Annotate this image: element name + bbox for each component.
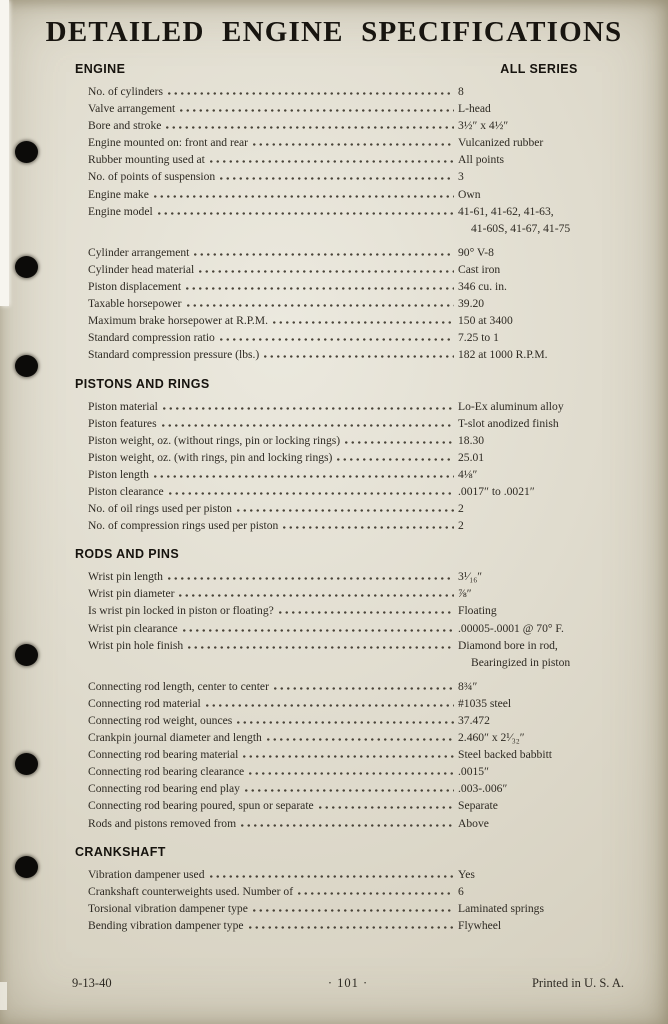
spec-value: Laminated springs <box>458 901 544 915</box>
spec-value: 3¹⁄₁₆″ <box>458 570 483 584</box>
punch-hole <box>15 644 38 666</box>
dot-leader <box>184 287 454 290</box>
section-heading: CRANKSHAFT <box>75 844 166 859</box>
spec-label: Standard compression ratio <box>88 331 215 345</box>
spec-row <box>75 695 620 712</box>
dot-leader <box>156 212 454 215</box>
spec-row <box>75 329 620 346</box>
spec-value: Vulcanized rubber <box>458 136 544 150</box>
dot-leader <box>177 594 454 597</box>
spec-value: Lo-Ex aluminum alloy <box>458 399 564 413</box>
spec-value: Flywheel <box>458 918 502 932</box>
dot-leader <box>161 407 454 410</box>
spec-row <box>75 168 620 185</box>
dot-leader <box>197 270 454 273</box>
spec-label: Bending vibration dampener type <box>88 918 244 932</box>
spec-row <box>75 568 620 585</box>
dot-leader <box>296 892 454 895</box>
spec-label: Engine model <box>88 204 153 218</box>
punch-hole <box>15 753 38 775</box>
spec-row <box>75 295 620 312</box>
spec-row <box>75 746 620 763</box>
dot-leader <box>343 441 454 444</box>
spec-value: .00005-.0001 @ 70° F. <box>458 621 564 635</box>
spec-label: Connecting rod bearing end play <box>88 782 240 796</box>
spec-label: Cylinder arrangement <box>88 245 190 259</box>
spec-row <box>75 312 620 329</box>
spec-value: .003-.006″ <box>458 782 508 796</box>
punch-hole <box>15 856 38 878</box>
spec-label: No. of compression rings used per piston <box>88 519 279 533</box>
spec-value: Steel backed babbitt <box>458 748 553 762</box>
spec-label: Bore and stroke <box>88 119 162 133</box>
spec-row <box>75 466 620 483</box>
spec-section <box>75 547 620 831</box>
spec-row <box>75 483 620 500</box>
spec-label: Crankpin journal diameter and length <box>88 731 262 745</box>
spec-value: #1035 steel <box>458 696 512 710</box>
spec-section <box>75 845 620 934</box>
spec-label: Connecting rod bearing clearance <box>88 765 245 779</box>
spec-value: Own <box>458 187 481 201</box>
punch-hole <box>15 141 38 163</box>
dot-leader <box>178 109 454 112</box>
spec-label: Wrist pin hole finish <box>88 638 184 652</box>
spec-value: 18.30 <box>458 433 485 447</box>
section-heading: ENGINE <box>75 62 126 76</box>
section-rows <box>75 866 620 934</box>
spec-row <box>75 203 620 237</box>
spec-row <box>75 729 620 746</box>
dot-leader <box>243 789 454 792</box>
spec-label: Cylinder head material <box>88 262 195 276</box>
dot-leader <box>208 875 455 878</box>
spec-label: Engine make <box>88 187 149 201</box>
spec-row <box>75 432 620 449</box>
spec-label: Connecting rod bearing material <box>88 748 239 762</box>
spec-label: Piston weight, oz. (with rings, pin and locking rings) <box>88 450 333 464</box>
spec-value: T-slot anodized finish <box>458 416 559 430</box>
dot-leader <box>204 704 454 707</box>
spec-row <box>75 100 620 117</box>
footer-printed-in: Printed in U. S. A. <box>531 976 624 990</box>
spec-value: 8 <box>458 85 464 98</box>
spec-row <box>75 500 620 517</box>
spec-row <box>75 244 620 261</box>
dot-leader <box>335 458 454 461</box>
spec-value: 6 <box>458 884 464 898</box>
spec-value: Diamond bore in rod, Bearingized in piston <box>458 638 571 669</box>
spec-section <box>75 62 620 364</box>
spec-row <box>75 346 620 363</box>
spec-value: 346 cu. in. <box>458 280 507 294</box>
spec-value: 2 <box>458 502 464 516</box>
spec-label: Piston features <box>88 416 157 430</box>
spec-value: 3 <box>458 170 464 184</box>
spec-label: Piston displacement <box>88 280 182 294</box>
dot-leader <box>239 824 454 827</box>
spec-value: .0015″ <box>458 765 489 779</box>
spec-value: L-head <box>458 102 491 116</box>
dot-leader <box>185 304 454 307</box>
spec-value: Floating <box>458 604 497 618</box>
spec-label: Piston weight, oz. (without rings, pin or locking rings) <box>88 433 341 447</box>
spec-row <box>75 620 620 637</box>
spec-label: No. of oil rings used per piston <box>88 502 232 516</box>
spec-row <box>75 186 620 203</box>
spec-label: Connecting rod bearing poured, spun or separate <box>88 799 314 813</box>
dot-leader <box>186 646 454 649</box>
spec-label: Connecting rod material <box>88 696 201 710</box>
spec-label: Piston length <box>88 467 149 481</box>
spec-row <box>75 815 620 832</box>
spec-value: 90° V-8 <box>458 245 494 259</box>
spec-row <box>75 900 620 917</box>
dot-leader <box>251 143 454 146</box>
dot-leader <box>160 424 454 427</box>
dot-leader <box>262 355 454 358</box>
spec-label: Connecting rod weight, ounces <box>88 714 233 727</box>
spec-row <box>75 585 620 602</box>
spec-label: No. of points of suspension <box>88 170 216 184</box>
spec-row <box>75 712 620 729</box>
section-heading: PISTONS AND RINGS <box>75 376 210 391</box>
spec-label: Engine mounted on: front and rear <box>88 136 249 150</box>
dot-leader <box>152 195 454 198</box>
punch-hole <box>15 256 38 278</box>
spec-row <box>75 678 620 695</box>
dot-leader <box>235 509 454 512</box>
dot-leader <box>152 475 454 478</box>
page-footer <box>0 976 668 991</box>
dot-leader <box>208 160 454 163</box>
spec-row <box>75 117 620 134</box>
dot-leader <box>181 629 454 632</box>
spec-value: 2.460″ x 2¹⁄₃₂″ <box>458 731 525 745</box>
spec-value: Above <box>458 816 489 830</box>
dot-leader <box>271 321 454 324</box>
section-header <box>75 377 620 391</box>
spec-label: Piston material <box>88 399 158 413</box>
spec-value: Cast iron <box>458 262 501 276</box>
spec-row <box>75 83 620 100</box>
dot-leader <box>247 772 454 775</box>
spec-label: Rods and pistons removed from <box>88 816 237 830</box>
section-header <box>75 845 620 859</box>
spec-label: Wrist pin clearance <box>88 621 178 635</box>
spec-sections <box>0 62 668 934</box>
spec-value: 150 at 3400 <box>458 314 513 328</box>
spec-label: Wrist pin diameter <box>88 587 175 601</box>
spec-value: 3½″ x 4½″ <box>458 119 509 133</box>
spec-value: ⅞″ <box>458 587 472 601</box>
spec-row <box>75 917 620 934</box>
dot-leader <box>281 526 454 529</box>
spec-row <box>75 866 620 883</box>
section-rows <box>75 398 620 535</box>
punch-hole <box>15 355 38 377</box>
spec-row <box>75 780 620 797</box>
page-title: DETAILED ENGINE SPECIFICATIONS <box>45 16 623 48</box>
spec-value: 2 <box>458 519 464 533</box>
spec-label: Connecting rod length, center to center <box>88 679 269 693</box>
dot-leader <box>218 177 454 180</box>
spec-label: Wrist pin length <box>88 570 163 584</box>
spec-row <box>75 602 620 619</box>
spec-row <box>75 134 620 151</box>
section-header <box>75 547 620 561</box>
dot-leader <box>317 806 454 809</box>
scan-edge-highlight <box>0 0 9 306</box>
dot-leader <box>164 126 454 129</box>
spec-label: Standard compression pressure (lbs.) <box>88 348 260 362</box>
spec-row <box>75 449 620 466</box>
section-header <box>75 62 620 76</box>
spec-row <box>75 797 620 814</box>
dot-leader <box>241 755 454 758</box>
spec-value: Yes <box>458 867 475 881</box>
section-heading-right: ALL SERIES <box>500 62 578 76</box>
dot-leader <box>247 926 454 929</box>
spec-value: 39.20 <box>458 297 485 311</box>
footer-page-number: · 101 · <box>327 976 369 990</box>
dot-leader <box>265 738 454 741</box>
spec-row <box>75 517 620 534</box>
spec-row <box>75 278 620 295</box>
spec-label: Is wrist pin locked in piston or floating? <box>88 604 274 618</box>
spec-row <box>75 415 620 432</box>
dot-leader <box>167 492 454 495</box>
spec-value: 25.01 <box>458 450 485 464</box>
spec-value: .0017″ to .0021″ <box>458 484 535 498</box>
spec-value: Separate <box>458 799 498 813</box>
spec-row <box>75 637 620 671</box>
spec-row <box>75 151 620 168</box>
dot-leader <box>235 721 454 724</box>
spec-row <box>75 261 620 278</box>
spec-row <box>75 398 620 415</box>
spec-value: 37.472 <box>458 714 490 727</box>
spec-row <box>75 883 620 900</box>
spec-value: 7.25 to 1 <box>458 331 499 345</box>
spec-row <box>75 763 620 780</box>
spec-label: Maximum brake horsepower at R.P.M. <box>88 314 268 328</box>
dot-leader <box>251 909 454 912</box>
spec-label: Taxable horsepower <box>88 297 182 311</box>
spec-value: 182 at 1000 R.P.M. <box>458 348 548 362</box>
spec-label: Rubber mounting used at <box>88 153 205 167</box>
spec-label: Vibration dampener used <box>88 867 205 881</box>
dot-leader <box>166 92 454 95</box>
spec-value: 4⅛″ <box>458 467 478 481</box>
spec-label: Torsional vibration dampener type <box>88 901 248 915</box>
spec-label: Piston clearance <box>88 484 164 498</box>
spec-value: 8¾″ <box>458 679 478 693</box>
section-rows <box>75 568 620 831</box>
spec-value: All points <box>458 153 505 167</box>
dot-leader <box>218 338 454 341</box>
dot-leader <box>166 577 454 580</box>
spec-section <box>75 377 620 535</box>
section-rows <box>75 83 620 364</box>
section-heading: RODS AND PINS <box>75 547 180 562</box>
footer-date: 9-13-40 <box>72 976 112 990</box>
spec-label: Valve arrangement <box>88 102 176 116</box>
dot-leader <box>192 253 454 256</box>
dot-leader <box>277 611 454 614</box>
spec-label: Crankshaft counterweights used. Number of <box>88 884 294 898</box>
dot-leader <box>272 687 454 690</box>
spec-label: No. of cylinders <box>88 85 164 98</box>
spec-value: 41-61, 41-62, 41-63, 41-60S, 41-67, 41-75 <box>458 204 571 235</box>
